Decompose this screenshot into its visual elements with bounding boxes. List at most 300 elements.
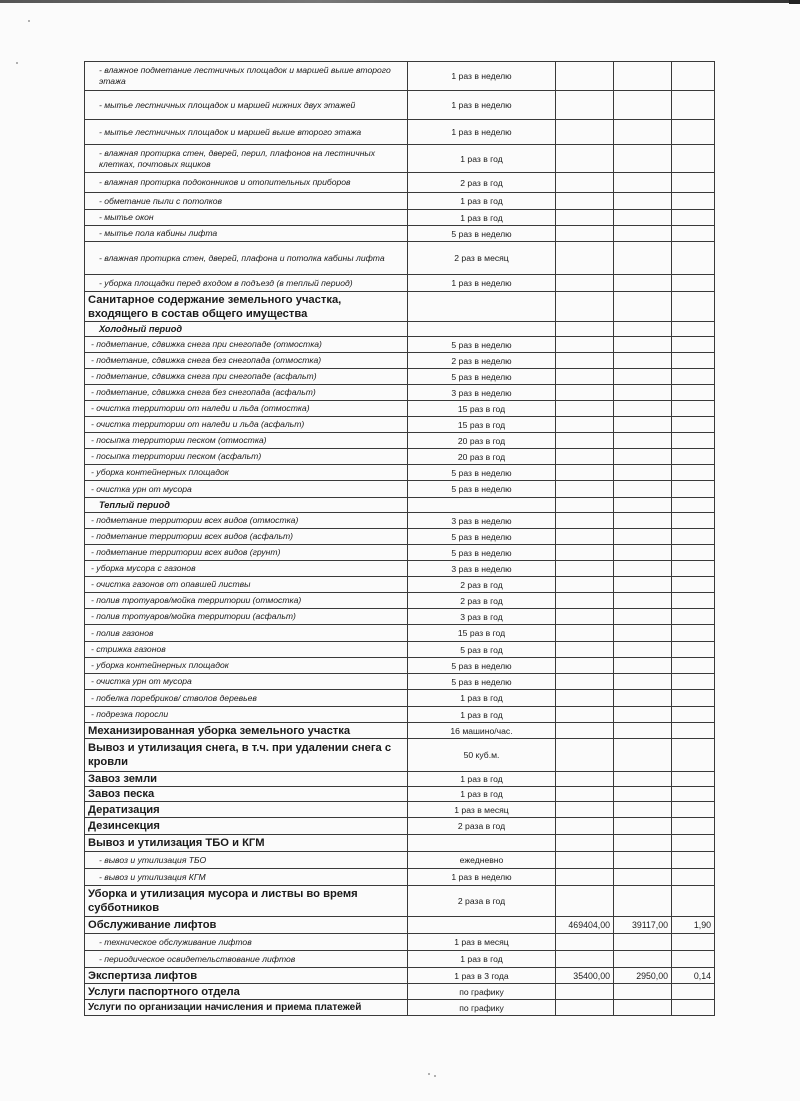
service-frequency bbox=[408, 292, 556, 322]
cost-per-sqm bbox=[672, 353, 715, 369]
table-row bbox=[85, 433, 715, 449]
table-row bbox=[85, 481, 715, 498]
cost-per-sqm bbox=[672, 449, 715, 465]
service-description: Экспертиза лифтов bbox=[85, 968, 408, 984]
service-frequency: 2 раз в неделю bbox=[408, 353, 556, 369]
monthly-cost bbox=[614, 739, 672, 772]
cost-per-sqm bbox=[672, 173, 715, 193]
service-frequency: 5 раз в неделю bbox=[408, 465, 556, 481]
annual-cost bbox=[556, 173, 614, 193]
annual-cost bbox=[556, 625, 614, 642]
service-description: - полив тротуаров/мойка территории (отмостка) bbox=[85, 593, 408, 609]
service-frequency: 15 раз в год bbox=[408, 401, 556, 417]
service-frequency: 2 раза в год bbox=[408, 886, 556, 917]
table-row bbox=[85, 369, 715, 385]
cost-per-sqm bbox=[672, 772, 715, 787]
table-row bbox=[85, 869, 715, 886]
service-frequency: 50 куб.м. bbox=[408, 739, 556, 772]
table-row bbox=[85, 449, 715, 465]
service-frequency: 20 раз в год bbox=[408, 433, 556, 449]
monthly-cost bbox=[614, 91, 672, 120]
annual-cost bbox=[556, 852, 614, 869]
service-frequency: 5 раз в год bbox=[408, 642, 556, 658]
service-frequency: 1 раз в неделю bbox=[408, 62, 556, 91]
service-frequency: 1 раз в год bbox=[408, 787, 556, 802]
table-row bbox=[85, 417, 715, 433]
monthly-cost bbox=[614, 353, 672, 369]
table-row bbox=[85, 1000, 715, 1016]
table-row bbox=[85, 385, 715, 401]
service-frequency bbox=[408, 835, 556, 852]
cost-per-sqm bbox=[672, 513, 715, 529]
service-description: - очистка урн от мусора bbox=[85, 481, 408, 498]
service-frequency: 1 раз в неделю bbox=[408, 275, 556, 292]
monthly-cost bbox=[614, 625, 672, 642]
cost-per-sqm bbox=[672, 934, 715, 951]
monthly-cost bbox=[614, 145, 672, 173]
cost-per-sqm bbox=[672, 465, 715, 481]
table-row bbox=[85, 577, 715, 593]
cost-per-sqm bbox=[672, 337, 715, 353]
service-frequency: 5 раз в неделю bbox=[408, 674, 556, 690]
table-row bbox=[85, 193, 715, 210]
table-row bbox=[85, 787, 715, 802]
cost-per-sqm bbox=[672, 869, 715, 886]
service-frequency: 5 раз в неделю bbox=[408, 658, 556, 674]
service-frequency: 1 раз в год bbox=[408, 145, 556, 173]
service-description: Завоз песка bbox=[85, 787, 408, 802]
annual-cost bbox=[556, 642, 614, 658]
annual-cost bbox=[556, 772, 614, 787]
annual-cost bbox=[556, 984, 614, 1000]
cost-per-sqm bbox=[672, 739, 715, 772]
annual-cost bbox=[556, 707, 614, 723]
service-description: Санитарное содержание земельного участка, входящего в состав общего имущества bbox=[85, 292, 408, 322]
table-row bbox=[85, 210, 715, 226]
annual-cost bbox=[556, 802, 614, 818]
service-description: - влажная протирка стен, дверей, перил, плафонов на лестничных клетках, почтовых ящиков bbox=[85, 145, 408, 173]
monthly-cost bbox=[614, 337, 672, 353]
annual-cost bbox=[556, 869, 614, 886]
scan-corner-mark bbox=[789, 0, 800, 4]
monthly-cost bbox=[614, 690, 672, 707]
services-table bbox=[84, 61, 715, 1016]
cost-per-sqm bbox=[672, 120, 715, 145]
service-frequency: 5 раз в неделю bbox=[408, 226, 556, 242]
service-description: - техническое обслуживание лифтов bbox=[85, 934, 408, 951]
annual-cost bbox=[556, 609, 614, 625]
service-description: - уборка контейнерных площадок bbox=[85, 465, 408, 481]
cost-per-sqm bbox=[672, 385, 715, 401]
service-description: - мытье окон bbox=[85, 210, 408, 226]
service-description: - очистка территории от наледи и льда (отмостка) bbox=[85, 401, 408, 417]
table-row bbox=[85, 951, 715, 968]
cost-per-sqm bbox=[672, 417, 715, 433]
service-description: - вывоз и утилизация ТБО bbox=[85, 852, 408, 869]
service-frequency: 20 раз в год bbox=[408, 449, 556, 465]
service-description: - посыпка территории песком (отмостка) bbox=[85, 433, 408, 449]
cost-per-sqm bbox=[672, 226, 715, 242]
service-description: - подметание территории всех видов (отмостка) bbox=[85, 513, 408, 529]
service-frequency: 5 раз в неделю bbox=[408, 529, 556, 545]
table-row bbox=[85, 886, 715, 917]
services-table-body bbox=[85, 62, 715, 1016]
monthly-cost: 2950,00 bbox=[614, 968, 672, 984]
table-row bbox=[85, 498, 715, 513]
monthly-cost bbox=[614, 852, 672, 869]
monthly-cost bbox=[614, 561, 672, 577]
annual-cost bbox=[556, 275, 614, 292]
annual-cost bbox=[556, 193, 614, 210]
service-description: - вывоз и утилизация КГМ bbox=[85, 869, 408, 886]
monthly-cost bbox=[614, 545, 672, 561]
annual-cost bbox=[556, 658, 614, 674]
table-row bbox=[85, 739, 715, 772]
monthly-cost bbox=[614, 369, 672, 385]
table-row bbox=[85, 120, 715, 145]
table-row bbox=[85, 609, 715, 625]
service-frequency: 1 раз в неделю bbox=[408, 91, 556, 120]
table-row bbox=[85, 852, 715, 869]
service-description: Услуги паспортного отдела bbox=[85, 984, 408, 1000]
service-description: - подметание территории всех видов (грунт) bbox=[85, 545, 408, 561]
service-frequency: 2 раз в месяц bbox=[408, 242, 556, 275]
monthly-cost bbox=[614, 417, 672, 433]
service-description: Обслуживание лифтов bbox=[85, 917, 408, 934]
annual-cost bbox=[556, 292, 614, 322]
service-description: Механизированная уборка земельного участка bbox=[85, 723, 408, 739]
cost-per-sqm bbox=[672, 723, 715, 739]
service-frequency: по графику bbox=[408, 984, 556, 1000]
annual-cost bbox=[556, 787, 614, 802]
annual-cost bbox=[556, 481, 614, 498]
service-frequency: 1 раз в год bbox=[408, 772, 556, 787]
annual-cost bbox=[556, 401, 614, 417]
annual-cost bbox=[556, 513, 614, 529]
monthly-cost bbox=[614, 609, 672, 625]
service-frequency: 1 раз в год bbox=[408, 193, 556, 210]
service-description: - периодическое освидетельствование лифтов bbox=[85, 951, 408, 968]
service-description: - мытье лестничных площадок и маршей нижних двух этажей bbox=[85, 91, 408, 120]
table-row bbox=[85, 658, 715, 674]
scan-speck bbox=[28, 20, 30, 22]
monthly-cost bbox=[614, 292, 672, 322]
service-description: - влажная протирка подоконников и отопительных приборов bbox=[85, 173, 408, 193]
cost-per-sqm bbox=[672, 498, 715, 513]
cost-per-sqm bbox=[672, 401, 715, 417]
annual-cost bbox=[556, 337, 614, 353]
cost-per-sqm bbox=[672, 62, 715, 91]
cost-per-sqm bbox=[672, 292, 715, 322]
table-row bbox=[85, 513, 715, 529]
cost-per-sqm bbox=[672, 91, 715, 120]
annual-cost bbox=[556, 934, 614, 951]
service-frequency: 3 раз в неделю bbox=[408, 385, 556, 401]
monthly-cost bbox=[614, 62, 672, 91]
service-frequency: 3 раз в неделю bbox=[408, 513, 556, 529]
table-row bbox=[85, 275, 715, 292]
service-description: - подметание, сдвижка снега при снегопаде (отмостка) bbox=[85, 337, 408, 353]
cost-per-sqm bbox=[672, 984, 715, 1000]
service-frequency: 2 раза в год bbox=[408, 818, 556, 835]
monthly-cost bbox=[614, 869, 672, 886]
service-description: - побелка поребриков/ стволов деревьев bbox=[85, 690, 408, 707]
cost-per-sqm bbox=[672, 642, 715, 658]
monthly-cost bbox=[614, 226, 672, 242]
table-row bbox=[85, 984, 715, 1000]
monthly-cost bbox=[614, 593, 672, 609]
cost-per-sqm bbox=[672, 707, 715, 723]
table-row bbox=[85, 401, 715, 417]
monthly-cost bbox=[614, 433, 672, 449]
monthly-cost bbox=[614, 513, 672, 529]
table-row bbox=[85, 173, 715, 193]
monthly-cost bbox=[614, 642, 672, 658]
service-description: Завоз земли bbox=[85, 772, 408, 787]
service-description: - обметание пыли с потолков bbox=[85, 193, 408, 210]
annual-cost bbox=[556, 593, 614, 609]
table-row bbox=[85, 145, 715, 173]
service-frequency: 1 раз в неделю bbox=[408, 120, 556, 145]
service-description: - влажная протирка стен, дверей, плафона и потолка кабины лифта bbox=[85, 242, 408, 275]
table-row bbox=[85, 561, 715, 577]
cost-per-sqm bbox=[672, 690, 715, 707]
table-row bbox=[85, 465, 715, 481]
service-frequency: ежедневно bbox=[408, 852, 556, 869]
monthly-cost bbox=[614, 707, 672, 723]
cost-per-sqm bbox=[672, 561, 715, 577]
monthly-cost bbox=[614, 498, 672, 513]
cost-per-sqm bbox=[672, 852, 715, 869]
monthly-cost bbox=[614, 385, 672, 401]
annual-cost bbox=[556, 369, 614, 385]
table-row bbox=[85, 917, 715, 934]
service-frequency: 15 раз в год bbox=[408, 625, 556, 642]
table-row bbox=[85, 642, 715, 658]
service-description: - уборка контейнерных площадок bbox=[85, 658, 408, 674]
service-frequency: 3 раз в неделю bbox=[408, 561, 556, 577]
service-description: - очистка урн от мусора bbox=[85, 674, 408, 690]
service-frequency: 5 раз в неделю bbox=[408, 545, 556, 561]
cost-per-sqm bbox=[672, 593, 715, 609]
service-description: - очистка территории от наледи и льда (асфальт) bbox=[85, 417, 408, 433]
table-row bbox=[85, 934, 715, 951]
table-row bbox=[85, 226, 715, 242]
service-description: Услуги по организации начисления и приема платежей bbox=[85, 1000, 408, 1016]
service-frequency: 1 раз в год bbox=[408, 690, 556, 707]
annual-cost bbox=[556, 723, 614, 739]
scan-speck bbox=[16, 62, 18, 64]
service-description: - подметание, сдвижка снега при снегопаде (асфальт) bbox=[85, 369, 408, 385]
table-row bbox=[85, 292, 715, 322]
monthly-cost bbox=[614, 951, 672, 968]
annual-cost bbox=[556, 120, 614, 145]
annual-cost bbox=[556, 242, 614, 275]
service-frequency: 1 раз в год bbox=[408, 951, 556, 968]
service-description: Вывоз и утилизация ТБО и КГМ bbox=[85, 835, 408, 852]
table-row bbox=[85, 802, 715, 818]
annual-cost: 469404,00 bbox=[556, 917, 614, 934]
monthly-cost bbox=[614, 658, 672, 674]
cost-per-sqm bbox=[672, 609, 715, 625]
service-frequency: 5 раз в неделю bbox=[408, 337, 556, 353]
cost-per-sqm bbox=[672, 577, 715, 593]
cost-per-sqm bbox=[672, 210, 715, 226]
annual-cost bbox=[556, 1000, 614, 1016]
monthly-cost bbox=[614, 984, 672, 1000]
table-row bbox=[85, 835, 715, 852]
cost-per-sqm bbox=[672, 787, 715, 802]
service-description: - очистка газонов от опавшей листвы bbox=[85, 577, 408, 593]
monthly-cost bbox=[614, 723, 672, 739]
table-row bbox=[85, 772, 715, 787]
cost-per-sqm bbox=[672, 529, 715, 545]
cost-per-sqm bbox=[672, 545, 715, 561]
annual-cost bbox=[556, 886, 614, 917]
cost-per-sqm bbox=[672, 481, 715, 498]
cost-per-sqm bbox=[672, 433, 715, 449]
annual-cost bbox=[556, 465, 614, 481]
scan-speck bbox=[428, 1073, 430, 1075]
monthly-cost bbox=[614, 465, 672, 481]
service-description: Уборка и утилизация мусора и листвы во время субботников bbox=[85, 886, 408, 917]
monthly-cost bbox=[614, 193, 672, 210]
annual-cost bbox=[556, 545, 614, 561]
service-frequency: 5 раз в неделю bbox=[408, 481, 556, 498]
cost-per-sqm bbox=[672, 322, 715, 337]
service-description: - подметание, сдвижка снега без снегопада (асфальт) bbox=[85, 385, 408, 401]
annual-cost bbox=[556, 417, 614, 433]
service-description: - посыпка территории песком (асфальт) bbox=[85, 449, 408, 465]
table-row bbox=[85, 723, 715, 739]
scan-speck bbox=[434, 1075, 436, 1077]
annual-cost bbox=[556, 498, 614, 513]
monthly-cost: 39117,00 bbox=[614, 917, 672, 934]
service-description: - мытье лестничных площадок и маршей выше второго этажа bbox=[85, 120, 408, 145]
cost-per-sqm bbox=[672, 674, 715, 690]
cost-per-sqm bbox=[672, 193, 715, 210]
service-frequency: 1 раз в месяц bbox=[408, 802, 556, 818]
service-description: - подметание, сдвижка снега без снегопада (отмостка) bbox=[85, 353, 408, 369]
table-row bbox=[85, 529, 715, 545]
service-frequency: 16 машино/час. bbox=[408, 723, 556, 739]
monthly-cost bbox=[614, 886, 672, 917]
service-frequency: 2 раз в год bbox=[408, 173, 556, 193]
service-frequency: 15 раз в год bbox=[408, 417, 556, 433]
monthly-cost bbox=[614, 529, 672, 545]
table-row bbox=[85, 337, 715, 353]
monthly-cost bbox=[614, 242, 672, 275]
cost-per-sqm bbox=[672, 818, 715, 835]
service-description: - подрезка поросли bbox=[85, 707, 408, 723]
monthly-cost bbox=[614, 173, 672, 193]
table-row bbox=[85, 625, 715, 642]
monthly-cost bbox=[614, 322, 672, 337]
service-frequency: 2 раз в год bbox=[408, 577, 556, 593]
table-row bbox=[85, 968, 715, 984]
table-row bbox=[85, 353, 715, 369]
annual-cost bbox=[556, 577, 614, 593]
cost-per-sqm bbox=[672, 1000, 715, 1016]
annual-cost bbox=[556, 353, 614, 369]
cost-per-sqm: 1,90 bbox=[672, 917, 715, 934]
monthly-cost bbox=[614, 818, 672, 835]
service-frequency: 1 раз в 3 года bbox=[408, 968, 556, 984]
service-description: Холодный период bbox=[85, 322, 408, 337]
monthly-cost bbox=[614, 802, 672, 818]
service-frequency: 5 раз в неделю bbox=[408, 369, 556, 385]
monthly-cost bbox=[614, 401, 672, 417]
annual-cost: 35400,00 bbox=[556, 968, 614, 984]
monthly-cost bbox=[614, 210, 672, 226]
cost-per-sqm bbox=[672, 802, 715, 818]
annual-cost bbox=[556, 561, 614, 577]
service-description: - полив газонов bbox=[85, 625, 408, 642]
monthly-cost bbox=[614, 275, 672, 292]
annual-cost bbox=[556, 818, 614, 835]
annual-cost bbox=[556, 433, 614, 449]
cost-per-sqm bbox=[672, 835, 715, 852]
service-frequency bbox=[408, 498, 556, 513]
table-row bbox=[85, 707, 715, 723]
monthly-cost bbox=[614, 674, 672, 690]
table-row bbox=[85, 322, 715, 337]
annual-cost bbox=[556, 145, 614, 173]
service-description: Дезинсекция bbox=[85, 818, 408, 835]
service-frequency bbox=[408, 322, 556, 337]
annual-cost bbox=[556, 91, 614, 120]
cost-per-sqm bbox=[672, 242, 715, 275]
service-description: - влажное подметание лестничных площадок и маршей выше второго этажа bbox=[85, 62, 408, 91]
service-description: - уборка мусора с газонов bbox=[85, 561, 408, 577]
service-frequency: 1 раз в неделю bbox=[408, 869, 556, 886]
monthly-cost bbox=[614, 772, 672, 787]
service-frequency: 1 раз в месяц bbox=[408, 934, 556, 951]
monthly-cost bbox=[614, 787, 672, 802]
scan-top-edge bbox=[0, 0, 800, 3]
annual-cost bbox=[556, 951, 614, 968]
table-row bbox=[85, 91, 715, 120]
monthly-cost bbox=[614, 120, 672, 145]
cost-per-sqm bbox=[672, 275, 715, 292]
monthly-cost bbox=[614, 481, 672, 498]
table-row bbox=[85, 674, 715, 690]
table-row bbox=[85, 545, 715, 561]
monthly-cost bbox=[614, 1000, 672, 1016]
annual-cost bbox=[556, 674, 614, 690]
annual-cost bbox=[556, 322, 614, 337]
monthly-cost bbox=[614, 835, 672, 852]
table-row bbox=[85, 690, 715, 707]
service-frequency: 2 раз в год bbox=[408, 593, 556, 609]
cost-per-sqm bbox=[672, 658, 715, 674]
monthly-cost bbox=[614, 449, 672, 465]
service-frequency: 1 раз в год bbox=[408, 707, 556, 723]
monthly-cost bbox=[614, 934, 672, 951]
cost-per-sqm bbox=[672, 145, 715, 173]
table-row bbox=[85, 818, 715, 835]
annual-cost bbox=[556, 226, 614, 242]
table-row bbox=[85, 242, 715, 275]
annual-cost bbox=[556, 449, 614, 465]
annual-cost bbox=[556, 739, 614, 772]
service-description: Теплый период bbox=[85, 498, 408, 513]
cost-per-sqm bbox=[672, 625, 715, 642]
service-description: Вывоз и утилизация снега, в т.ч. при удалении снега с кровли bbox=[85, 739, 408, 772]
annual-cost bbox=[556, 385, 614, 401]
service-description: - полив тротуаров/мойка территории (асфальт) bbox=[85, 609, 408, 625]
monthly-cost bbox=[614, 577, 672, 593]
